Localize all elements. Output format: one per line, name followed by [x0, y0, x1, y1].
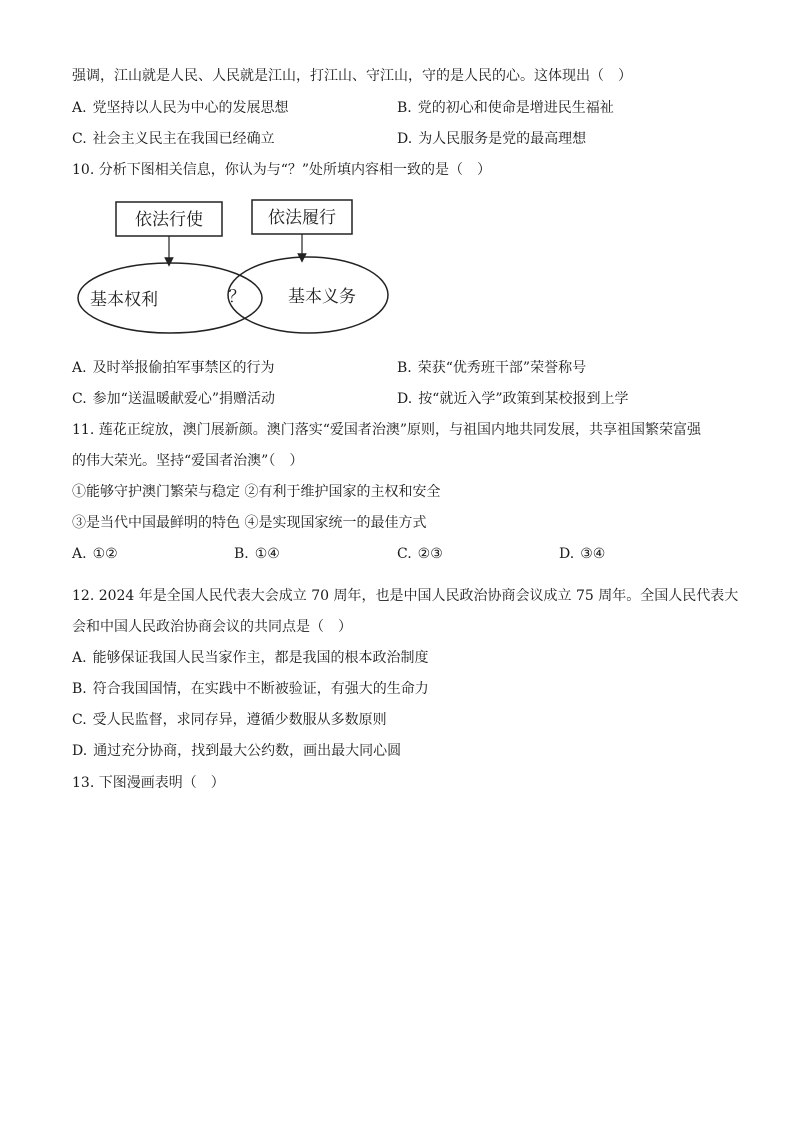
q10-option-c — [72, 389, 275, 409]
q12-option-a — [72, 648, 429, 668]
q10-stem: 10. 分析下图相关信息，你认为与“？”处所填内容相一致的是（ ） — [72, 162, 492, 178]
q9-option-d — [397, 129, 586, 149]
option-label: D. — [559, 546, 575, 562]
option-text: 社会主义民主在我国已经确立 — [92, 131, 275, 147]
q12-option-c — [72, 710, 387, 730]
q11-statements-line1: ①能够守护澳门繁荣与稳定 ②有利于维护国家的主权和安全 — [72, 484, 441, 500]
q11-stem-line1: 11. 莲花正绽放，澳门展新颜。澳门落实“爱国者治澳”原则，与祖国内地共同发展，共享祖国繁荣富强 — [72, 422, 702, 438]
option-label: A. — [72, 650, 87, 666]
option-label: D. — [397, 391, 413, 407]
q12-option-d — [72, 741, 401, 761]
q10-option-d — [397, 389, 629, 409]
option-text: 通过充分协商，找到最大公约数，画出最大同心圆 — [93, 743, 402, 759]
q11-option-b — [234, 544, 280, 564]
diagram-ellipse-left-text: 基本权利 — [90, 290, 158, 310]
option-text: 党坚持以人民为中心的发展思想 — [92, 100, 289, 116]
option-label: B. — [72, 681, 87, 697]
q9-stem: 强调，江山就是人民、人民就是江山，打江山、守江山，守的是人民的心。这体现出（ ） — [72, 68, 632, 84]
option-label: D. — [72, 743, 88, 759]
option-label: A. — [72, 546, 87, 562]
option-label: C. — [397, 546, 412, 562]
q11-option-d — [559, 544, 605, 564]
diagram-center-text: ？ — [228, 287, 246, 307]
option-label: A. — [72, 100, 87, 116]
q12-stem-line2: 会和中国人民政治协商会议的共同点是（ ） — [72, 619, 352, 635]
q11-stem-line2: 的伟大荣光。坚持“爱国者治澳”（ ） — [72, 453, 304, 469]
option-text: 为人民服务是党的最高理想 — [418, 131, 587, 147]
q11-statements-line2: ③是当代中国最鲜明的特色 ④是实现国家统一的最佳方式 — [72, 515, 427, 531]
option-text: 受人民监督，求同存异，遵循少数服从多数原则 — [92, 712, 387, 728]
option-text: 符合我国国情，在实践中不断被验证，有强大的生命力 — [92, 681, 429, 697]
option-text: ①④ — [254, 546, 280, 562]
option-label: C. — [72, 712, 87, 728]
q13-stem: 13. 下图漫画表明（ ） — [72, 775, 225, 791]
option-label: B. — [397, 100, 412, 116]
option-text: 参加“送温暖献爱心”捐赠活动 — [92, 391, 275, 407]
option-label: C. — [72, 131, 87, 147]
option-text: ③④ — [580, 546, 606, 562]
q10-option-b — [397, 358, 586, 378]
option-label: D. — [397, 131, 413, 147]
q10-option-a — [72, 358, 275, 378]
option-text: 按“就近入学”政策到某校报到上学 — [418, 391, 629, 407]
q11-option-c — [397, 544, 443, 564]
option-text: 荣获“优秀班干部”荣誉称号 — [417, 360, 587, 376]
q12-option-b — [72, 679, 429, 699]
option-label: B. — [397, 360, 412, 376]
diagram-box-right-text: 依法履行 — [268, 208, 336, 228]
option-label: B. — [234, 546, 249, 562]
option-text: 能够保证我国人民当家作主，都是我国的根本政治制度 — [92, 650, 429, 666]
q9-option-a — [72, 98, 289, 118]
q11-option-a — [72, 544, 118, 564]
option-text: ①② — [92, 546, 118, 562]
option-text: 及时举报偷拍军事禁区的行为 — [92, 360, 275, 376]
diagram-ellipse-right-text: 基本义务 — [288, 287, 356, 307]
q9-option-b — [397, 98, 614, 118]
diagram-box-left-text: 依法行使 — [135, 210, 203, 230]
option-label: A. — [72, 360, 87, 376]
rights-duties-diagram — [72, 196, 402, 346]
option-text: 党的初心和使命是增进民生福祉 — [417, 100, 614, 116]
q9-option-c — [72, 129, 275, 149]
option-text: ②③ — [417, 546, 443, 562]
q12-stem-line1: 12. 2024 年是全国人民代表大会成立 70 周年，也是中国人民政治协商会议成立 75 周年。全国人民代表大 — [72, 588, 739, 604]
option-label: C. — [72, 391, 87, 407]
